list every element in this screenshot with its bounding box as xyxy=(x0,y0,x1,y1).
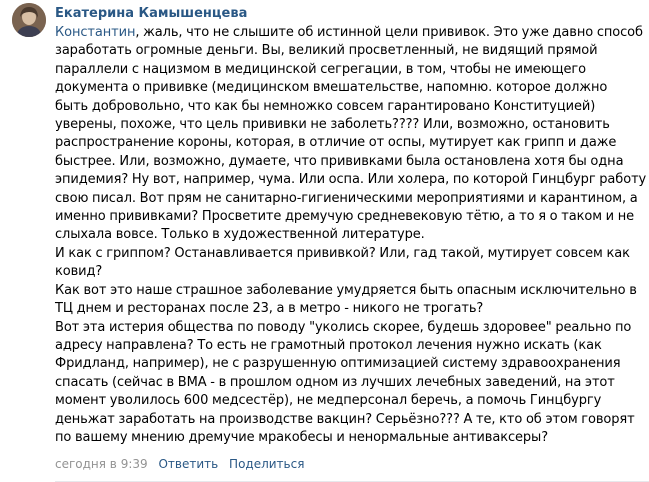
comment-meta xyxy=(55,455,304,473)
comment-timestamp[interactable]: сегодня в 9:39 xyxy=(55,457,148,471)
author-name-link[interactable]: Екатерина Камышенцева xyxy=(55,6,248,21)
comment-line: И как с гриппом? Останавливается прививкой? Или, гад такой, мутирует совсем как xyxy=(55,245,630,261)
comment-line: заработать огромные деньги. Вы, великий просветленный, не видящий прямой xyxy=(55,43,598,59)
comment-line: параллели с нацизмом в медицинской сегрегации, в том, чтобы не имеющего xyxy=(55,61,587,77)
comment-line: Фридланд, например), не с разрушенную оптимизацией систему здравоохранения xyxy=(55,356,621,372)
comment-line: ТЦ днем и ресторанах после 23, а в метро - никого не трогать? xyxy=(55,301,484,317)
share-button[interactable]: Поделиться xyxy=(229,457,305,471)
comment-line: уверены, похоже, что цель прививки не заболеть???? Или, возможно, остановить xyxy=(55,117,610,133)
avatar[interactable] xyxy=(12,3,46,37)
comment-line: спасать (сейчас в ВМА - в прошлом одном из лучших лечебных заведений, на этот xyxy=(55,374,615,390)
comment-line: ковид? xyxy=(55,264,103,280)
comment-line: деньжат заработать на производстве вакцин? Серьёзно??? А те, кто об этом говорят xyxy=(55,411,635,427)
comment-line: быстрее. Или, возможно, думаете, что прививками была остановлена хотя бы одна xyxy=(55,153,624,169)
comment-line: Как вот это наше страшное заболевание умудряется быть опасным исключительно в xyxy=(55,282,637,298)
comment-line: момент уволилось 600 медсестёр), не медперсонал беречь, а помочь Гинцбургу xyxy=(55,393,602,409)
comment-line: документа о прививке (медицинском вмешательстве, напомню. которое должно xyxy=(55,80,608,96)
comment-line: Константин, жаль, что не слышите об истинной цели прививок. Это уже давно способ xyxy=(55,25,643,40)
comment-body xyxy=(55,0,647,471)
reply-to-link[interactable]: Константин xyxy=(55,25,136,40)
comment-line: быть добровольно, что как бы немножко совсем гарантировано Конституцией) xyxy=(55,98,596,114)
comment-line: распространение короны, которая, в отличие от оспы, мутирует как грипп и даже xyxy=(55,135,617,151)
comment-line: по вашему мнению дремучие мракобесы и ненормальные антиваксеры? xyxy=(55,429,549,445)
comment-line: именно прививками? Просветите дремучую средневековую тётю, а то я о таком и не xyxy=(55,209,635,225)
comment-line: свою писал. Вот прям не санитарно-гигиеническими мероприятиями и карантином, а xyxy=(55,190,638,206)
avatar-photo-icon xyxy=(12,3,46,37)
comment-line: адресу направлена? То есть не грамотный протокол лечения нужно искать (как xyxy=(55,337,602,353)
comment-line: Вот эта истерия общества по поводу "уколись скорее, будешь здоровее" реально по xyxy=(55,319,632,335)
reply-button[interactable]: Ответить xyxy=(158,457,219,471)
comment-line: слыхала вовсе. Только в художественной литературе. xyxy=(55,227,425,243)
comment-text xyxy=(55,24,645,447)
comment-line: эпидемия? Ну вот, например, чума. Или оспа. Или холера, по которой Гинцбург работу xyxy=(55,172,647,188)
